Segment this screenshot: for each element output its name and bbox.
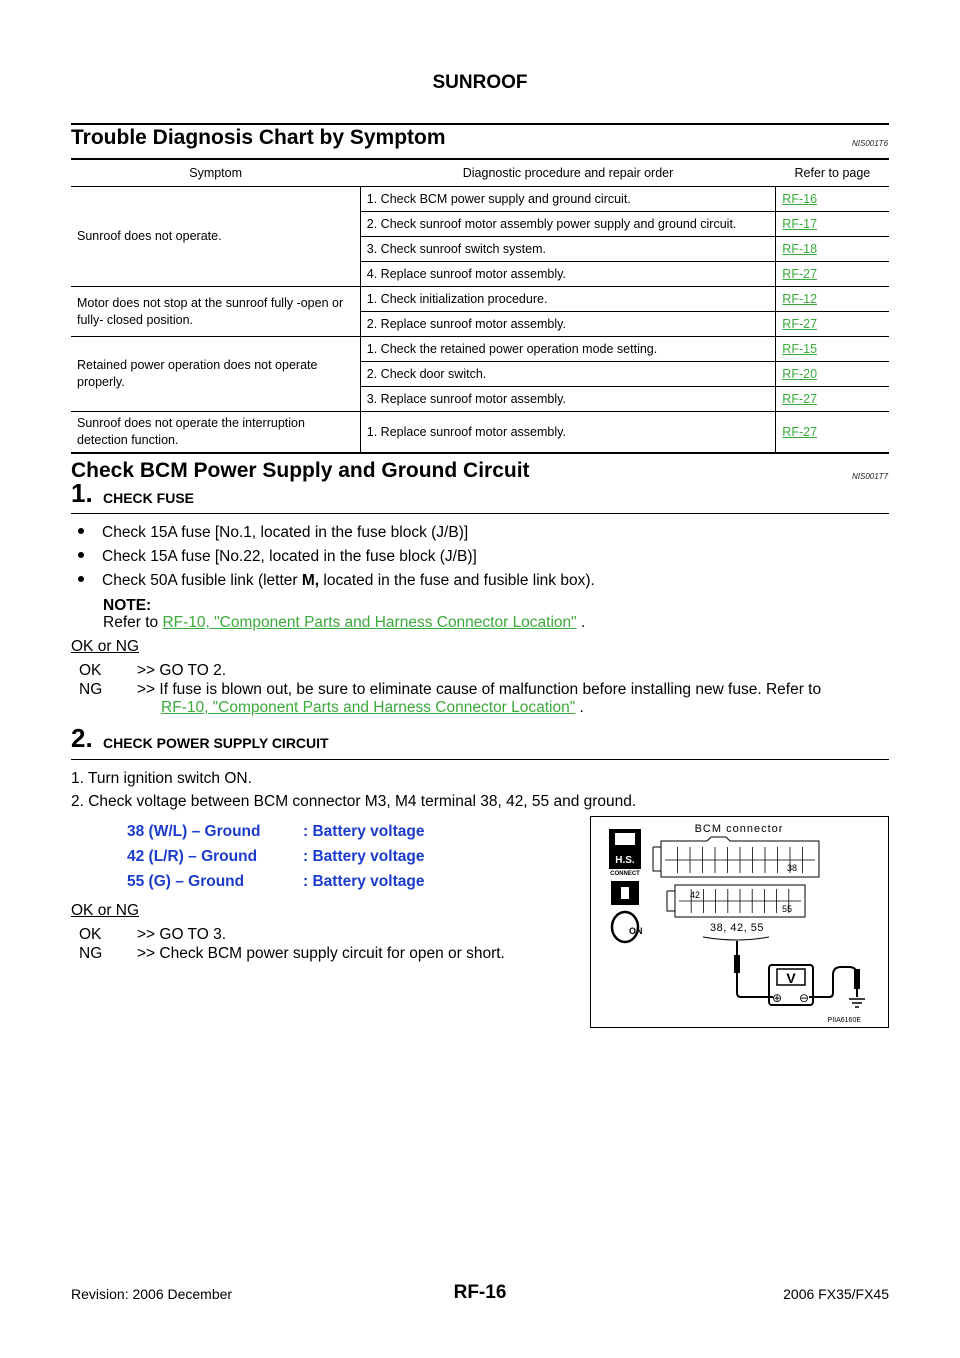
ng-text: >> If fuse is blown out, be sure to eliminate cause of malfunction before installing new fuse. Refer to — [137, 681, 822, 698]
note-text: Refer to RF-10, "Component Parts and Harness Connector Location" . — [103, 614, 586, 631]
ref-link[interactable]: RF-27 — [782, 425, 818, 439]
note-label: NOTE: — [103, 597, 152, 614]
step-title: CHECK POWER SUPPLY CIRCUIT — [103, 735, 329, 751]
ng-label: NG — [79, 681, 103, 698]
list-item: Check 15A fuse [No.22, located in the fuse block (J/B)] — [78, 546, 477, 568]
procedure-cell: 3. Replace sunroof motor assembly. — [360, 387, 776, 412]
symptom-cell: Retained power operation does not operate properly. — [71, 337, 360, 412]
col-header-refer: Refer to page — [776, 160, 889, 187]
svg-text:38: 38 — [787, 863, 798, 873]
list-item: 2. Check voltage between BCM connector M3, M4 terminal 38, 42, 55 and ground. — [71, 793, 637, 810]
footer-revision: Revision: 2006 December — [71, 1286, 233, 1302]
table-row — [71, 287, 889, 312]
measurement-terminal: 38 (W/L) – Ground — [127, 823, 261, 840]
section-code: NIS001T7 — [852, 472, 889, 481]
ref-link[interactable]: RF-16 — [782, 192, 818, 206]
ng-label: NG — [79, 945, 103, 962]
procedure-cell: 2. Check door switch. — [360, 362, 776, 387]
svg-text:55: 55 — [782, 904, 793, 914]
col-header-procedure: Diagnostic procedure and repair order — [360, 160, 776, 187]
list-item: 1. Turn ignition switch ON. — [71, 770, 252, 787]
note-link[interactable]: RF-10, "Component Parts and Harness Connector Location" — [162, 614, 577, 631]
bullet-icon — [78, 576, 84, 582]
measurement-value: : Battery voltage — [303, 823, 425, 840]
ref-link[interactable]: RF-27 — [782, 317, 818, 331]
symptom-cell: Sunroof does not operate the interruption detection function. — [71, 412, 360, 454]
step-title: CHECK FUSE — [103, 490, 195, 506]
col-header-symptom: Symptom — [71, 160, 360, 187]
measurement-value: : Battery voltage — [303, 873, 425, 890]
ng-ref: RF-10, "Component Parts and Harness Connector Location" . — [161, 699, 584, 716]
ref-link[interactable]: RF-20 — [782, 367, 818, 381]
svg-text:CONNECT: CONNECT — [610, 871, 640, 877]
procedure-cell: 2. Check sunroof motor assembly power supply and ground circuit. — [360, 212, 776, 237]
table-row — [71, 412, 889, 454]
ref-link[interactable]: RF-27 — [782, 267, 818, 281]
ok-label: OK — [79, 926, 102, 943]
section-title-symptom-chart: Trouble Diagnosis Chart by Symptom — [71, 126, 446, 149]
ref-link[interactable]: RF-17 — [782, 217, 818, 231]
measurement-terminal: 55 (G) – Ground — [127, 873, 245, 890]
section-title-bcm-check: Check BCM Power Supply and Ground Circuit — [71, 459, 530, 482]
svg-text:⊖: ⊖ — [798, 991, 810, 1005]
header-rule — [71, 123, 889, 125]
measurement-value: : Battery voltage — [303, 848, 425, 865]
symptom-table — [71, 160, 889, 454]
ok-or-ng-label: OK or NG — [71, 638, 140, 655]
page-header-title: SUNROOF — [432, 72, 528, 93]
ref-link[interactable]: RF-18 — [782, 242, 818, 256]
ok-or-ng-label: OK or NG — [71, 902, 140, 919]
bullet-icon — [78, 552, 84, 558]
symptom-cell: Sunroof does not operate. — [77, 229, 222, 243]
table-row — [71, 337, 889, 362]
procedure-cell: 3. Check sunroof switch system. — [360, 237, 776, 262]
step-rule — [71, 513, 889, 514]
list-item: Check 50A fusible link (letter M, located in the fuse and fusible link box). — [78, 570, 595, 592]
ok-text: >> GO TO 2. — [137, 662, 227, 679]
step-rule — [71, 759, 889, 760]
ref-link[interactable]: RF-12 — [782, 292, 818, 306]
svg-text:PIIA6160E: PIIA6160E — [827, 1017, 861, 1024]
table-row — [71, 187, 889, 212]
list-item: Check 15A fuse [No.1, located in the fuse block (J/B)] — [78, 522, 468, 544]
measurement-terminal: 42 (L/R) – Ground — [127, 848, 258, 865]
svg-text:42: 42 — [690, 890, 701, 900]
procedure-cell: 4. Replace sunroof motor assembly. — [360, 262, 776, 287]
procedure-cell: 1. Check the retained power operation mode setting. — [360, 337, 776, 362]
symptom-cell: Motor does not stop at the sunroof fully -open or fully- closed position. — [71, 287, 360, 337]
ng-text: >> Check BCM power supply circuit for open or short. — [137, 945, 505, 962]
ok-label: OK — [79, 662, 102, 679]
section-code: NIS001T6 — [852, 139, 889, 148]
procedure-cell: 1. Replace sunroof motor assembly. — [360, 412, 776, 454]
svg-text:ON: ON — [629, 926, 643, 936]
bullet-icon — [78, 528, 84, 534]
ok-text: >> GO TO 3. — [137, 926, 227, 943]
ref-link[interactable]: RF-27 — [782, 392, 818, 406]
svg-text:⊕: ⊕ — [771, 991, 783, 1005]
footer-page-number: RF-16 — [453, 1282, 507, 1303]
svg-text:V: V — [786, 970, 796, 986]
bcm-connector-diagram — [590, 816, 889, 1028]
svg-text:BCM connector: BCM connector — [694, 823, 784, 835]
ground-icon — [849, 999, 865, 1007]
step-number: 1. — [71, 478, 93, 508]
ng-ref-link[interactable]: RF-10, "Component Parts and Harness Connector Location" — [161, 699, 576, 716]
ref-link[interactable]: RF-15 — [782, 342, 818, 356]
svg-text:38, 42, 55: 38, 42, 55 — [710, 922, 764, 934]
step-number: 2. — [71, 723, 93, 753]
procedure-cell: 2. Replace sunroof motor assembly. — [360, 312, 776, 337]
footer-model: 2006 FX35/FX45 — [783, 1286, 889, 1302]
procedure-cell: 1. Check BCM power supply and ground circuit. — [360, 187, 776, 212]
svg-text:H.S.: H.S. — [615, 855, 635, 866]
procedure-cell: 1. Check initialization procedure. — [360, 287, 776, 312]
